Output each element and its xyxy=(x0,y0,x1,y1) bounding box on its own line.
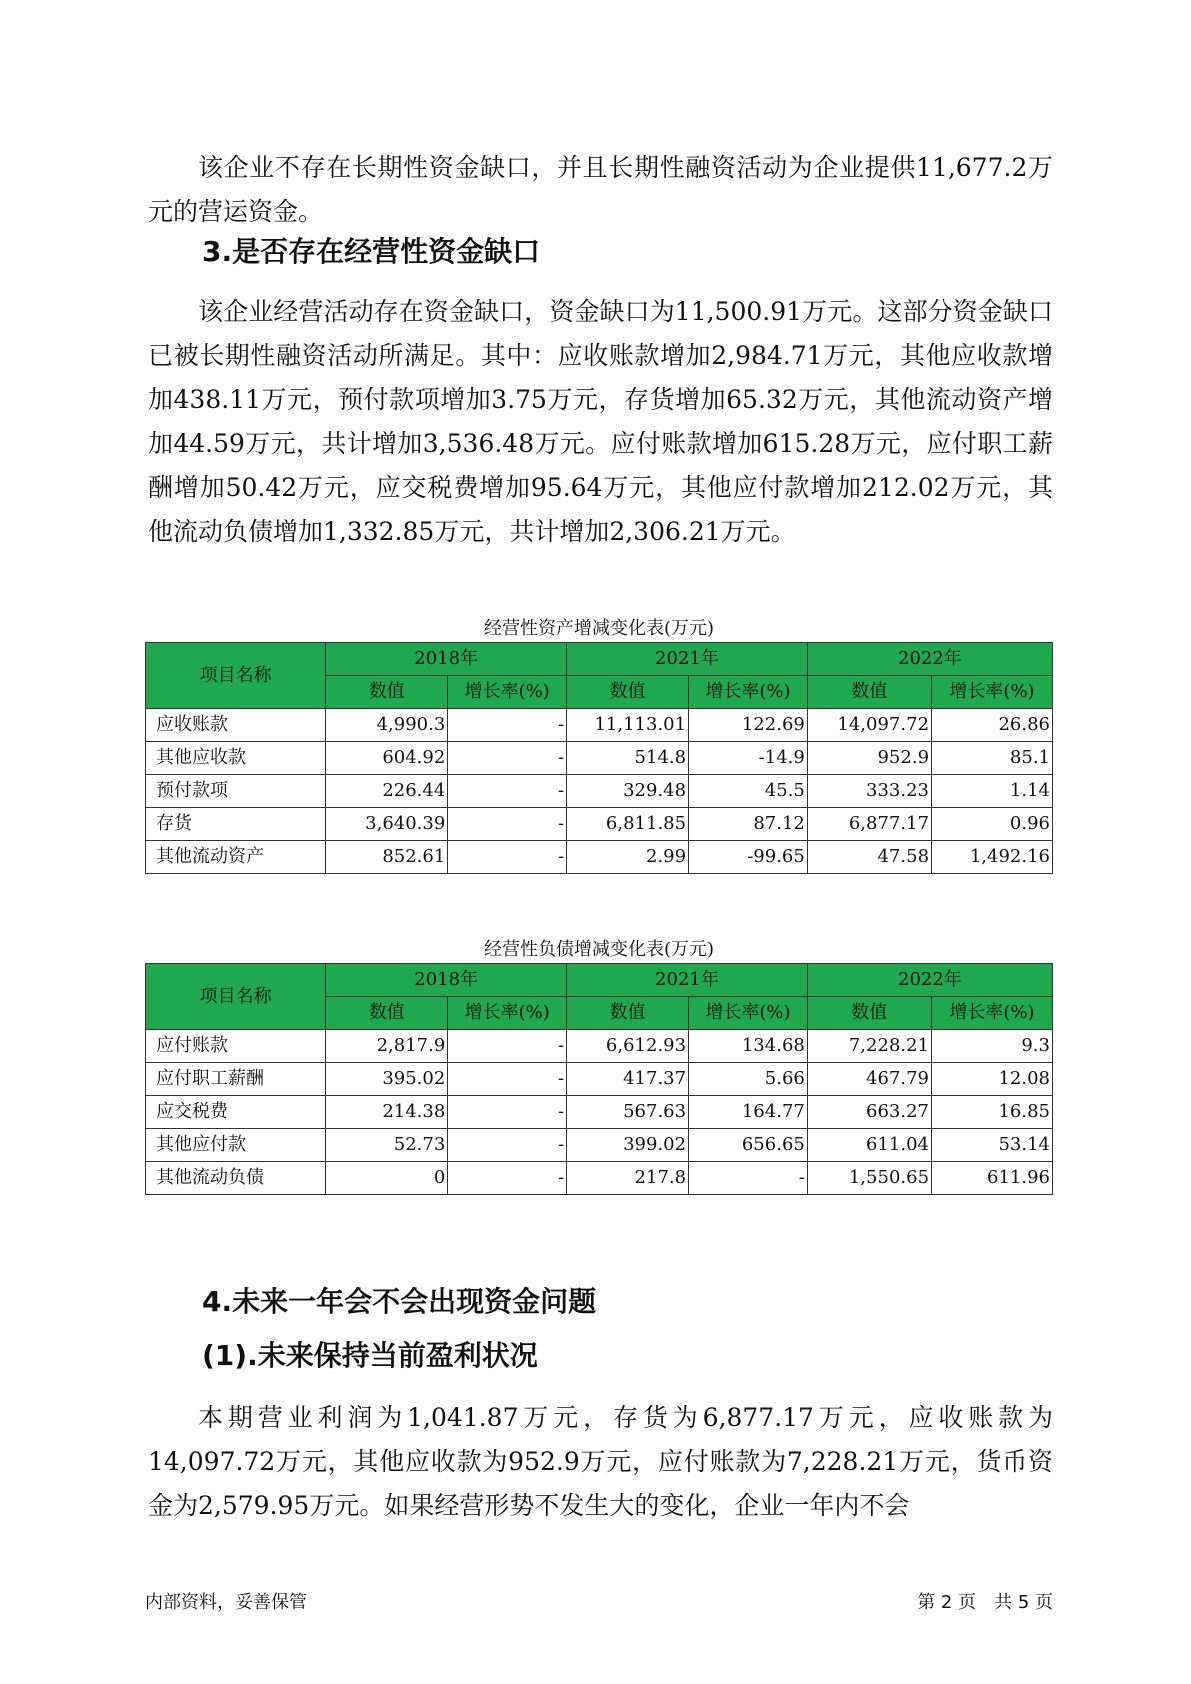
cell: 2.99 xyxy=(567,841,689,874)
cell: -14.9 xyxy=(689,742,808,775)
cell: 122.69 xyxy=(689,709,808,742)
header-year: 2021年 xyxy=(567,964,808,997)
cell: 329.48 xyxy=(567,775,689,808)
cell: 852.61 xyxy=(326,841,448,874)
operating-assets-table xyxy=(145,642,1053,874)
cell: 217.8 xyxy=(567,1162,689,1195)
header-year: 2022年 xyxy=(807,643,1052,676)
table-row xyxy=(146,1129,1053,1162)
heading-current-profit: (1).未来保持当前盈利状况 xyxy=(202,1339,538,1372)
cell: 656.65 xyxy=(689,1129,808,1162)
heading-operating-gap: 3.是否存在经营性资金缺口 xyxy=(202,235,541,268)
cell: - xyxy=(448,742,567,775)
cell: 5.66 xyxy=(689,1063,808,1096)
cell: 26.86 xyxy=(932,709,1053,742)
cell: 52.73 xyxy=(326,1129,448,1162)
cell: 134.68 xyxy=(689,1030,808,1063)
cell: 6,612.93 xyxy=(567,1030,689,1063)
cell: 467.79 xyxy=(807,1063,931,1096)
row-name: 应收账款 xyxy=(146,709,326,742)
row-name: 应付账款 xyxy=(146,1030,326,1063)
cell: - xyxy=(448,775,567,808)
footer-confidential-note: 内部资料，妥善保管 xyxy=(145,1592,307,1613)
cell: 399.02 xyxy=(567,1129,689,1162)
row-name: 其他流动资产 xyxy=(146,841,326,874)
cell: - xyxy=(448,709,567,742)
cell: 611.04 xyxy=(807,1129,931,1162)
cell: 4,990.3 xyxy=(326,709,448,742)
cell: - xyxy=(689,1162,808,1195)
row-name: 其他应收款 xyxy=(146,742,326,775)
header-growth: 增长率(%) xyxy=(689,997,808,1030)
cell: 7,228.21 xyxy=(807,1030,931,1063)
cell: 611.96 xyxy=(932,1162,1053,1195)
cell: 12.08 xyxy=(932,1063,1053,1096)
header-item-name: 项目名称 xyxy=(146,643,326,709)
cell: 87.12 xyxy=(689,808,808,841)
header-value: 数值 xyxy=(807,676,931,709)
cell: 1,492.16 xyxy=(932,841,1053,874)
header-growth: 增长率(%) xyxy=(689,676,808,709)
cell: 14,097.72 xyxy=(807,709,931,742)
paragraph-current-profit: 本期营业利润为1,041.87万元，存货为6,877.17万元，应收账款为14,097.72万元，其他应收款为952.9万元，应付账款为7,228.21万元，货币资金为2,579.95万元。如果经营形势不发生大的变化，企业一年内不会 xyxy=(148,1403,1053,1520)
header-value: 数值 xyxy=(807,997,931,1030)
table-row xyxy=(146,1162,1053,1195)
cell: 9.3 xyxy=(932,1030,1053,1063)
header-year: 2018年 xyxy=(326,643,567,676)
footer-page-number: 第 2 页 共 5 页 xyxy=(917,1592,1053,1613)
table-caption-assets: 经营性资产增减变化表(万元) xyxy=(483,618,715,639)
table-row xyxy=(146,775,1053,808)
cell: 47.58 xyxy=(807,841,931,874)
header-value: 数值 xyxy=(567,997,689,1030)
cell: 11,113.01 xyxy=(567,709,689,742)
cell: 417.37 xyxy=(567,1063,689,1096)
cell: 333.23 xyxy=(807,775,931,808)
table-caption-liabilities: 经营性负债增减变化表(万元) xyxy=(483,939,715,960)
table-row xyxy=(146,841,1053,874)
cell: - xyxy=(448,1096,567,1129)
cell: 567.63 xyxy=(567,1096,689,1129)
cell: 45.5 xyxy=(689,775,808,808)
cell: 604.92 xyxy=(326,742,448,775)
cell: 395.02 xyxy=(326,1063,448,1096)
table-row xyxy=(146,742,1053,775)
header-growth: 增长率(%) xyxy=(448,997,567,1030)
cell: 0 xyxy=(326,1162,448,1195)
table-row xyxy=(146,709,1053,742)
heading-future-funding: 4.未来一年会不会出现资金问题 xyxy=(202,1285,597,1318)
header-year: 2021年 xyxy=(567,643,808,676)
cell: 3,640.39 xyxy=(326,808,448,841)
cell: -99.65 xyxy=(689,841,808,874)
cell: 6,877.17 xyxy=(807,808,931,841)
paragraph-operating-gap: 该企业经营活动存在资金缺口，资金缺口为11,500.91万元。这部分资金缺口已被长期性融资活动所满足。其中：应收账款增加2,984.71万元，其他应收款增加438.11万元，预付款项增加3.75万元，存货增加65.32万元，其他流动资产增加44.59万元，共计增加3,536.48万元。应付账款增加615.28万元，应付职工薪酬增加50.42万元，应交税费增加95.64万元，其他应付款增加212.02万元，其他流动负债增加1,332.85万元，共计增加2,306.21万元。 xyxy=(148,297,1053,546)
paragraph-long-term-funding: 该企业不存在长期性资金缺口，并且长期性融资活动为企业提供11,677.2万元的营运资金。 xyxy=(148,153,1053,226)
cell: 1.14 xyxy=(932,775,1053,808)
header-value: 数值 xyxy=(326,997,448,1030)
cell: 214.38 xyxy=(326,1096,448,1129)
header-growth: 增长率(%) xyxy=(448,676,567,709)
cell: 0.96 xyxy=(932,808,1053,841)
cell: - xyxy=(448,1063,567,1096)
cell: 226.44 xyxy=(326,775,448,808)
row-name: 其他流动负债 xyxy=(146,1162,326,1195)
cell: 85.1 xyxy=(932,742,1053,775)
cell: - xyxy=(448,1129,567,1162)
header-value: 数值 xyxy=(326,676,448,709)
cell: - xyxy=(448,1162,567,1195)
table-row xyxy=(146,1096,1053,1129)
row-name: 预付款项 xyxy=(146,775,326,808)
header-year: 2018年 xyxy=(326,964,567,997)
row-name: 存货 xyxy=(146,808,326,841)
row-name: 其他应付款 xyxy=(146,1129,326,1162)
header-growth: 增长率(%) xyxy=(932,997,1053,1030)
header-value: 数值 xyxy=(567,676,689,709)
header-item-name: 项目名称 xyxy=(146,964,326,1030)
cell: 164.77 xyxy=(689,1096,808,1129)
cell: 1,550.65 xyxy=(807,1162,931,1195)
cell: 16.85 xyxy=(932,1096,1053,1129)
cell: - xyxy=(448,1030,567,1063)
cell: - xyxy=(448,808,567,841)
table-row xyxy=(146,808,1053,841)
cell: 514.8 xyxy=(567,742,689,775)
row-name: 应付职工薪酬 xyxy=(146,1063,326,1096)
operating-liabilities-table xyxy=(145,963,1053,1195)
cell: 6,811.85 xyxy=(567,808,689,841)
cell: 952.9 xyxy=(807,742,931,775)
cell: - xyxy=(448,841,567,874)
cell: 53.14 xyxy=(932,1129,1053,1162)
row-name: 应交税费 xyxy=(146,1096,326,1129)
table-row xyxy=(146,1030,1053,1063)
header-year: 2022年 xyxy=(807,964,1052,997)
cell: 663.27 xyxy=(807,1096,931,1129)
table-row xyxy=(146,1063,1053,1096)
cell: 2,817.9 xyxy=(326,1030,448,1063)
header-growth: 增长率(%) xyxy=(932,676,1053,709)
